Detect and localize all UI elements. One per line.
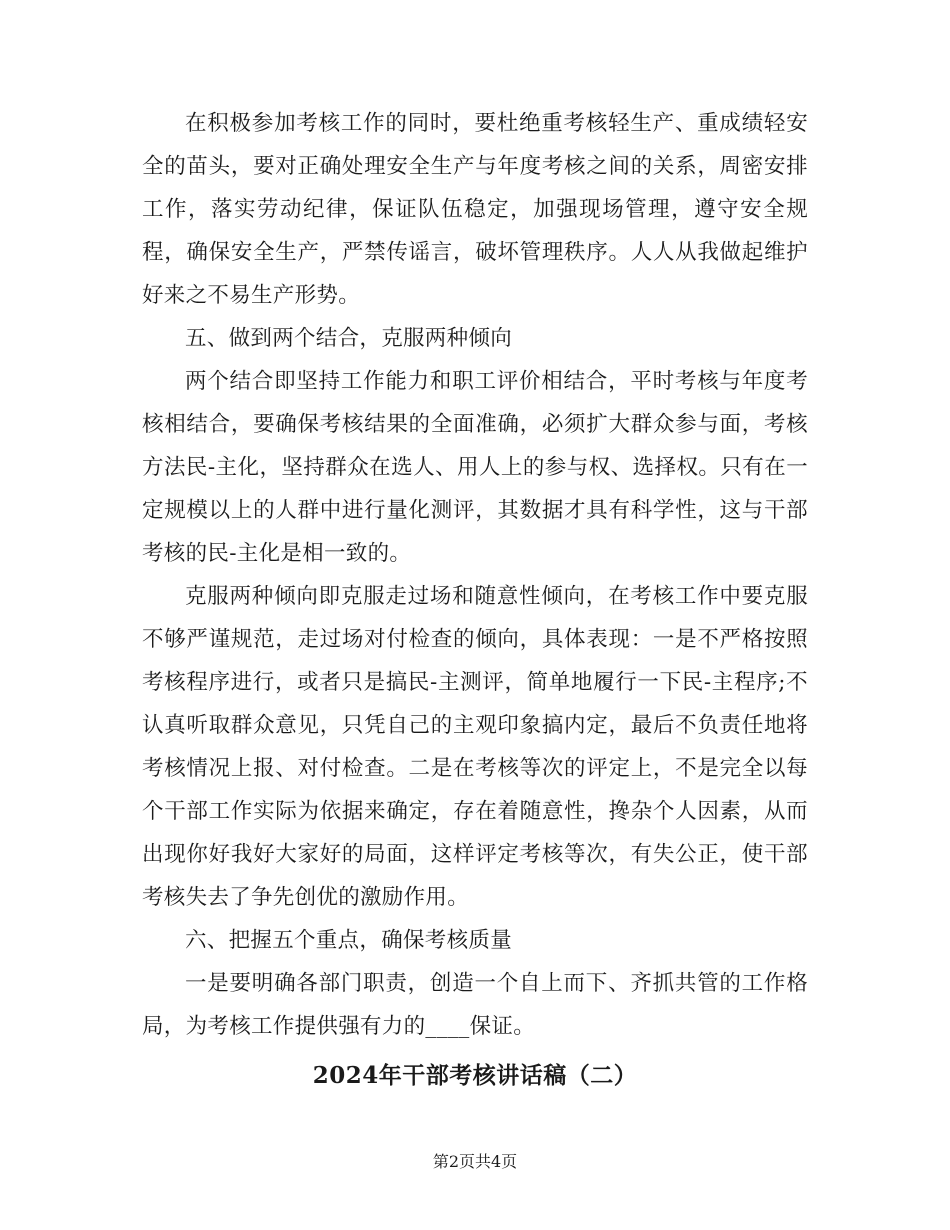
- paragraph-responsibilities: 一是要明确各部门职责，创造一个自上而下、齐抓共管的工作格局，为考核工作提供强有力的____保证。: [142, 971, 808, 1039]
- paragraph-safety: 在积极参加考核工作的同时，要杜绝重考核轻生产、重成绩轻安全的苗头，要对正确处理安全生产与年度考核之间的关系，周密安排工作，落实劳动纪律，保证队伍稳定，加强现场管理，遵守安全规程，确保安全生产，严禁传谣言，破坏管理秩序。人人从我做起维护好来之不易生产形势。: [142, 111, 808, 308]
- paragraph-two-tendencies: 克服两种倾向即克服走过场和随意性倾向，在考核工作中要克服不够严谨规范，走过场对付检查的倾向，具体表现：一是不严格按照考核程序进行，或者只是搞民-主测评，简单地履行一下民-主程序;不认真听取群众意见，只凭自己的主观印象搞内定，最后不负责任地将考核情况上报、对付检查。二是在考核等次的评定上，不是完全以每个干部工作实际为依据来确定，存在着随意性，搀杂个人因素，从而出现你好我好大家好的局面，这样评定考核等次，有失公正，使干部考核失去了争先创优的激励作用。: [142, 584, 808, 910]
- page-footer: 第2页共4页: [432, 1152, 518, 1171]
- section-heading-six: 六、把握五个重点，确保考核质量: [185, 928, 513, 953]
- paragraph-two-combinations: 两个结合即坚持工作能力和职工评价相结合，平时考核与年度考核相结合，要确保考核结果的全面准确，必须扩大群众参与面，考核方法民-主化，坚持群众在选人、用人上的参与权、选择权。只有在一定规模以上的人群中进行量化测评，其数据才具有科学性，这与干部考核的民-主化是相一致的。: [142, 369, 808, 566]
- next-document-title: 2024年干部考核讲话稿（二）: [312, 1062, 638, 1089]
- section-heading-five: 五、做到两个结合，克服两种倾向: [185, 326, 513, 351]
- document-body: [142, 102, 808, 1100]
